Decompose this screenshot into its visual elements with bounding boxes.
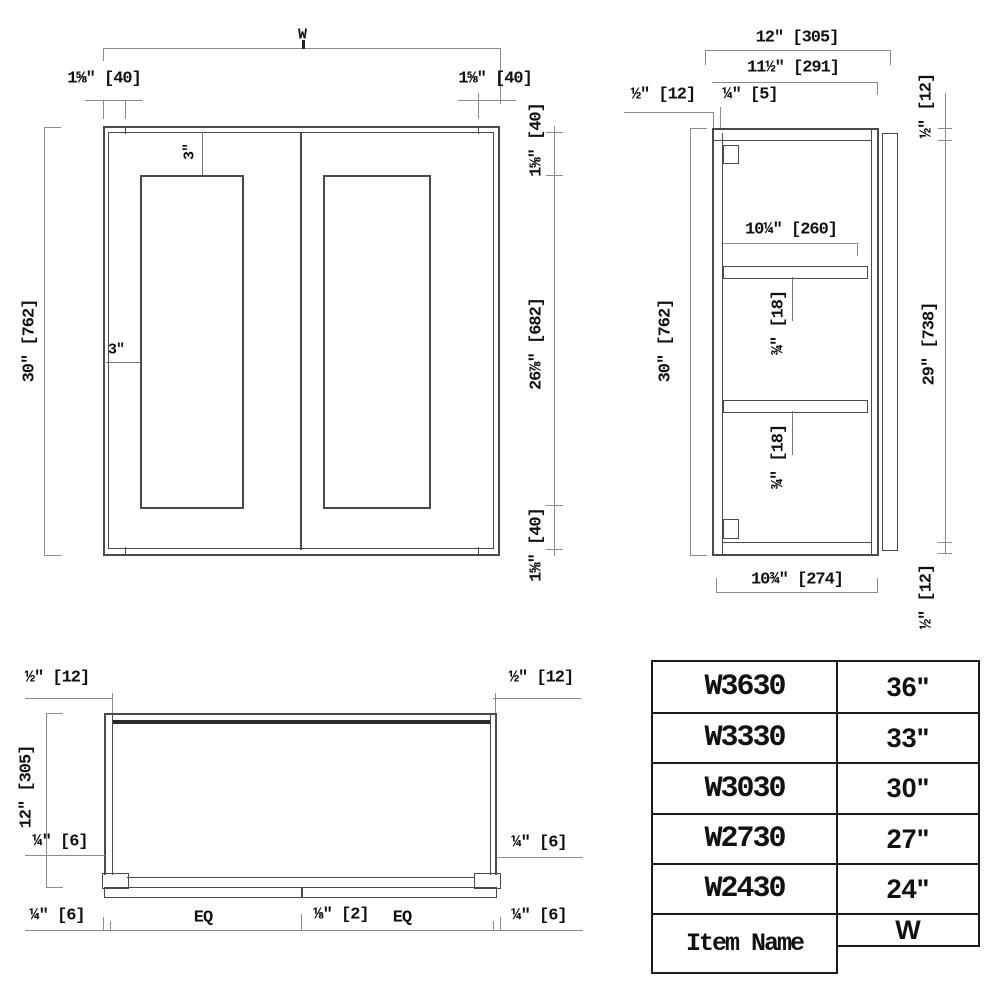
right-wall [495, 713, 497, 875]
dim-line [716, 592, 877, 593]
item-width: 30" [886, 773, 930, 803]
dim-line [44, 127, 45, 556]
back-panel-line [113, 720, 490, 724]
side-back-offset-dim: ½″ [12] [630, 85, 696, 105]
dim-tick [546, 175, 563, 176]
door-gap-line [300, 132, 302, 550]
dim-tick [103, 48, 104, 61]
table-cell [651, 762, 838, 815]
top-door-left-dim: EQ [193, 908, 213, 928]
shelf-top [723, 266, 868, 279]
top-panel [712, 128, 879, 130]
dim-line [85, 100, 143, 101]
table-cell [836, 712, 980, 764]
dim-tick [690, 555, 707, 556]
stile-tick [478, 126, 479, 134]
dim-tick [301, 914, 302, 931]
dim-line [723, 243, 857, 244]
dim-tick [46, 713, 63, 714]
dim-tick [125, 100, 126, 119]
table-cell [651, 863, 838, 915]
item-code: W2430 [704, 872, 785, 906]
dim-tick [690, 128, 707, 129]
item-code: W3030 [704, 771, 785, 806]
front-stile-left-dim: 1⅝″ [40] [67, 69, 141, 89]
dim-tick [938, 553, 952, 554]
stile-tick [478, 547, 479, 556]
dim-tick [938, 128, 952, 129]
table-cell [651, 712, 838, 764]
dim-line [554, 126, 555, 556]
side-interior-height-dim: 29″ [738] [920, 302, 940, 386]
dim-tick [877, 82, 878, 95]
front-edge-inner [871, 128, 872, 556]
item-width: 27" [886, 823, 930, 854]
dim-tick [495, 693, 496, 713]
side-bottom-thickness-dim: ½″ [12] [917, 564, 937, 630]
dim-line [792, 411, 793, 455]
dim-tick [478, 93, 479, 119]
item-width: 24" [886, 873, 930, 904]
top-reveal-right-dim: ¼″ [6] [511, 906, 567, 926]
dim-tick [546, 505, 563, 506]
dim-tick [713, 112, 714, 128]
dim-tick [110, 921, 111, 931]
top-reveal-left-dim: ¼″ [6] [29, 906, 85, 926]
front-bottom-rail-dim: 1⅝″ [40] [527, 508, 547, 582]
left-wall-inner [112, 713, 113, 875]
table-cell [651, 813, 838, 865]
shelf-thickness-bottom-dim: ¾″ [18] [769, 424, 789, 490]
dim-tick [44, 127, 61, 128]
front-edge [877, 128, 879, 556]
door-gap-tick [301, 887, 303, 897]
face-frame-line [127, 877, 474, 878]
dim-line [46, 713, 47, 888]
top-center-gap-dim: ⅛″ [2] [313, 905, 369, 925]
top-door-right-dim: EQ [392, 908, 412, 928]
size-table-item-column [651, 660, 838, 974]
item-width-header: W [895, 914, 921, 945]
dim-line [106, 362, 140, 363]
dim-tick [103, 917, 104, 931]
item-width: 33" [886, 722, 930, 753]
table-cell [836, 813, 980, 865]
dim-line [25, 855, 105, 856]
item-code: W3630 [704, 670, 785, 704]
dim-line [25, 698, 112, 699]
dim-line [497, 857, 583, 858]
front-stile-right-dim: 1⅝″ [40] [458, 69, 532, 89]
hang-rail-top [723, 145, 739, 164]
panel-inset-side-dim: 3″ [107, 341, 125, 359]
side-height-dim: 30″ [762] [656, 299, 676, 383]
table-cell [836, 762, 980, 815]
item-width: 36" [886, 671, 930, 702]
dim-tick [46, 887, 63, 888]
item-name-header: Item Name [685, 929, 804, 958]
dim-line [493, 698, 581, 699]
door-panel-left [140, 175, 244, 509]
shelf-depth-dim: 10¼″ [260] [744, 220, 838, 240]
top-face-left-dim: ¼″ [6] [32, 832, 88, 852]
door-panel-right [323, 175, 431, 509]
dim-tick [720, 107, 721, 128]
dim-tick [44, 555, 61, 556]
stile-tick [125, 126, 126, 134]
side-interior-depth-dim: 11½″ [291] [746, 58, 840, 78]
back-panel [722, 133, 723, 554]
panel-inset-top-dim: 3″ [181, 143, 199, 161]
item-code: W3330 [704, 721, 785, 755]
table-cell [836, 660, 980, 714]
dim-tick [938, 542, 952, 543]
shelf-bottom [723, 400, 868, 413]
dim-tick [705, 50, 706, 65]
dim-tick [877, 578, 878, 593]
top-face-right-dim: ¼″ [6] [511, 833, 567, 853]
side-bottom-depth-dim: 10¾″ [274] [750, 570, 844, 590]
dim-tick [890, 50, 891, 65]
dim-tick [938, 140, 952, 141]
dim-tick [103, 100, 104, 119]
top-panel-inner [712, 140, 872, 141]
front-top-rail-dim: 1⅝″ [40] [527, 103, 547, 177]
right-wall-inner [490, 713, 491, 875]
item-code: W2730 [704, 822, 785, 856]
dim-line [202, 132, 203, 175]
dim-tick [546, 132, 563, 133]
dim-tick [500, 917, 501, 931]
stile-tick [125, 547, 126, 556]
hang-rail-bottom [723, 519, 739, 539]
dim-line [624, 112, 714, 113]
table-cell [836, 913, 980, 947]
size-table-width-column [836, 660, 982, 974]
left-wall [104, 713, 106, 875]
dim-tick [112, 693, 113, 713]
side-back-panel-dim: ¼″ [5] [722, 85, 778, 105]
dim-line [458, 100, 516, 101]
dim-tick [716, 578, 717, 593]
dim-line [712, 82, 877, 83]
dim-tick [546, 549, 563, 550]
front-opening-dim: 26⅞″ [682] [527, 297, 547, 391]
side-top-thickness-dim: ½″ [12] [917, 73, 937, 139]
dim-tick [493, 921, 494, 931]
back-edge [104, 713, 497, 715]
back-wall [712, 128, 714, 556]
top-side-left-dim: ½″ [12] [24, 668, 90, 688]
front-width-dim: W [297, 26, 307, 44]
side-depth-dim: 12″ [305] [755, 28, 839, 48]
dim-tick [857, 243, 858, 256]
bottom-panel [712, 554, 879, 556]
dim-line [945, 93, 946, 553]
door-profile [882, 133, 898, 551]
table-cell [651, 913, 838, 974]
top-depth-dim: 12″ [305] [17, 745, 37, 829]
front-height-dim: 30″ [762] [20, 299, 40, 383]
top-side-right-dim: ½″ [12] [508, 668, 574, 688]
shelf-thickness-top-dim: ¾″ [18] [769, 290, 789, 356]
bottom-panel-inner [722, 542, 872, 543]
dim-line [792, 277, 793, 321]
table-cell [836, 863, 980, 915]
dim-line [705, 50, 891, 51]
dim-line [690, 128, 691, 556]
table-cell [651, 660, 838, 714]
